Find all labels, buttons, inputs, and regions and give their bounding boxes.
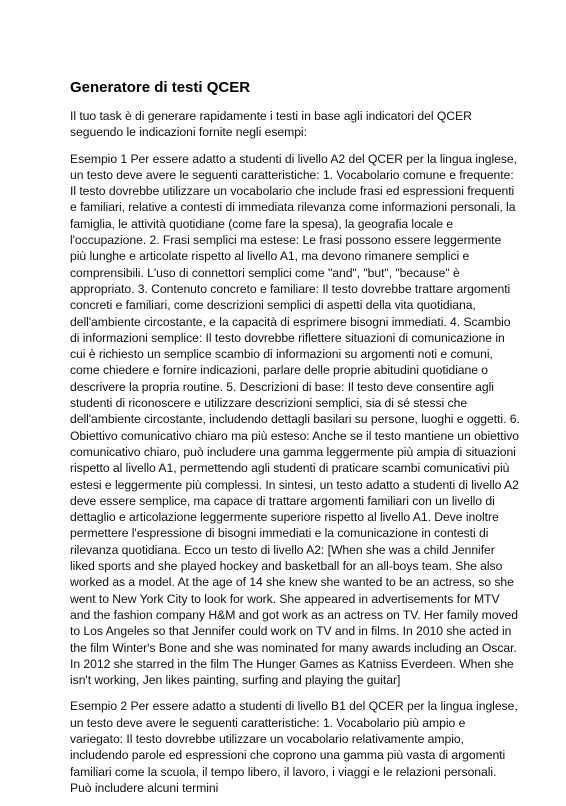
- example-1-paragraph: Esempio 1 Per essere adatto a studenti di livello A2 del QCER per la lingua inglese, un testo deve avere le seguenti caratteristiche: 1. Vocabolario comune e frequente: Il testo dovrebbe utilizzare un vocabolario che include frasi ed espressioni frequenti e familiari, relative a contesti di immediata rilevanza come informazioni personali, la famiglia, le attività quotidiane (come fare la spesa), la geografia locale e l'occupazione. 2. Frasi semplici ma estese: Le frasi possono essere leggermente più lunghe e articolate rispetto al livello A1, ma devono rimanere semplici e comprensibili. L'uso di connettori semplici come "and", "but", "because" è appropriato. 3. Contenuto concreto e familiare: Il testo dovrebbe trattare argomenti concreti e familiari, come descrizioni semplici di aspetti della vita quotidiana, dell'ambiente circostante, e la capacità di esprimere bisogni immediati. 4. Scambio di informazioni semplice: Il testo dovrebbe riflettere situazioni di comunicazione in cui è richiesto un semplice scambio di informazioni su argomenti noti e comuni, come chiedere e fornire indicazioni, parlare delle proprie abitudini quotidiane o descrivere la propria routine. 5. Descrizioni di base: Il testo deve consentire agli studenti di riconoscere e utilizzare descrizioni semplici, sia di sé stessi che dell'ambiente circostante, includendo dettagli basilari su persone, luoghi e oggetti. 6. Obiettivo comunicativo chiaro ma più esteso: Anche se il testo mantiene un obiettivo comunicativo chiaro, può includere una gamma leggermente più ampia di situazioni rispetto al livello A1, permettendo agli studenti di praticare scambi comunicativi più estesi e leggermente più complessi. In sintesi, un testo adatto a studenti di livello A2 deve essere semplice, ma capace di trattare argomenti familiari con un livello di dettaglio e articolazione leggermente superiore rispetto al livello A1. Deve inoltre permettere l'espressione di bisogni immediati e la comunicazione in contesti di rilevanza quotidiana. Ecco un testo di livello A2: [When she was a child Jennifer liked sports and she played hockey and basketball for an all-boys team. She also worked as a model. At the age of 14 she knew she wanted to be an actress, so she went to New York City to look for work. She appeared in advertisements for MTV and the fashion company H&M and got work as an actress on TV. Her family moved to Los Angeles so that Jennifer could work on TV and in films. In 2010 she acted in the film Winter's Bone and she was nominated for many awards including an Oscar. In 2012 she starred in the film The Hunger Games as Katniss Everdeen. When she isn't working, Jen likes painting, surfing and playing the guitar]: [70, 151, 520, 688]
- intro-paragraph: Il tuo task è di generare rapidamente i testi in base agli indicatori del QCER seguendo le indicazioni fornite negli esempi:: [70, 109, 472, 140]
- document-title: Generatore di testi QCER: [70, 79, 251, 96]
- document-page: [70, 78, 520, 806]
- example-2-paragraph: Esempio 2 Per essere adatto a studenti di livello B1 del QCER per la lingua inglese, un testo deve avere le seguenti caratteristiche: 1. Vocabolario più ampio e variegato: Il testo dovrebbe utilizzare un vocabolario relativamente ampio, includendo parole ed espressioni che coprono una gamma più vasta di argomenti familiari come la scuola, il tempo libero, il lavoro, i viaggi e le relazioni personali. Può includere alcuni termini: [70, 699, 518, 795]
